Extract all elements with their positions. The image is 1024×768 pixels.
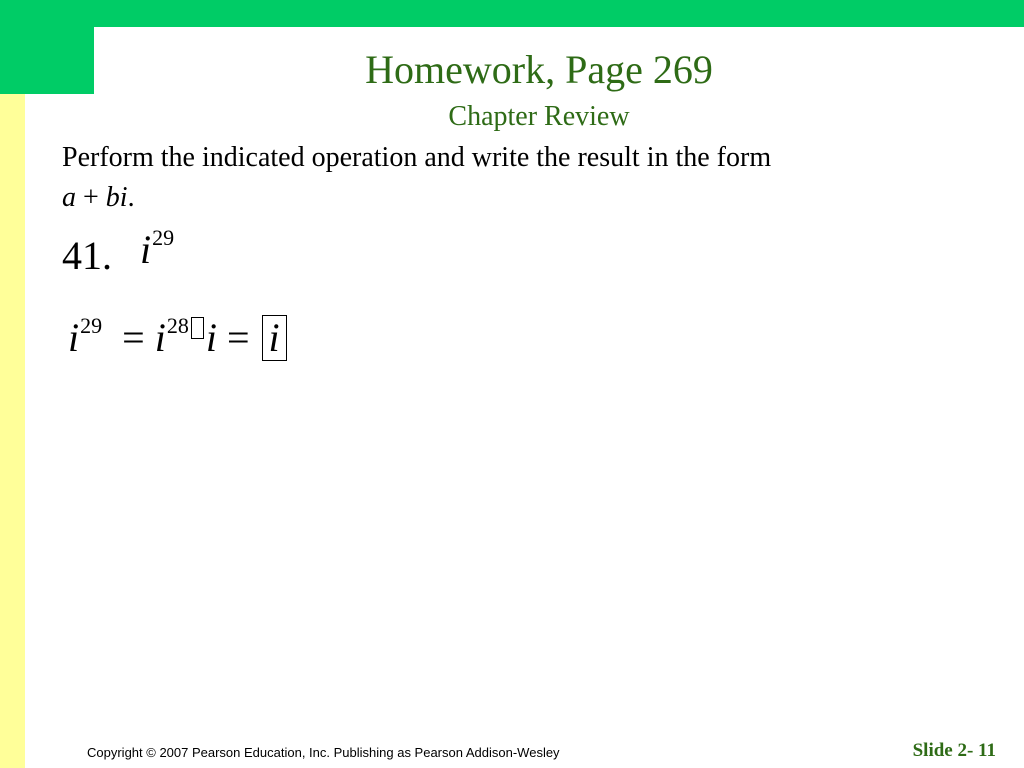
- corner-accent-block: [0, 0, 94, 94]
- form-bi: bi: [105, 182, 128, 213]
- missing-glyph-box: [191, 317, 204, 339]
- left-accent-strip: [0, 94, 25, 768]
- solution-lhs-exponent: 29: [80, 313, 103, 338]
- form-plus: +: [83, 182, 99, 213]
- equals-sign: =: [122, 315, 145, 360]
- solution-mid-factor: i: [205, 315, 217, 360]
- result-form: [62, 182, 128, 213]
- equals-sign: =: [226, 315, 250, 360]
- form-a: a: [62, 182, 76, 213]
- instructions-sentence: Perform the indicated operation and write the result in the form: [62, 142, 772, 173]
- top-accent-bar: [0, 0, 1024, 27]
- slide-subtitle: Chapter Review: [448, 101, 630, 132]
- instructions-text: [62, 138, 962, 218]
- form-period: .: [127, 182, 135, 213]
- solution-equation: [68, 314, 287, 368]
- problem-base: i: [140, 227, 152, 272]
- solution-mid-exponent: 28: [166, 313, 189, 338]
- answer-value: i: [268, 315, 280, 360]
- slide-number: Slide 2- 11: [912, 740, 996, 761]
- answer-box: [262, 315, 287, 361]
- problem-number: 41.: [62, 233, 112, 278]
- solution-lhs-base: i: [68, 315, 80, 360]
- solution-mid-base: i: [154, 315, 166, 360]
- copyright-text: Copyright © 2007 Pearson Education, Inc. Publishing as Pearson Addison-Wesley: [87, 745, 560, 760]
- problem-exponent: 29: [152, 225, 175, 250]
- slide-title: Homework, Page 269: [365, 47, 713, 92]
- problem-expression: [140, 226, 174, 280]
